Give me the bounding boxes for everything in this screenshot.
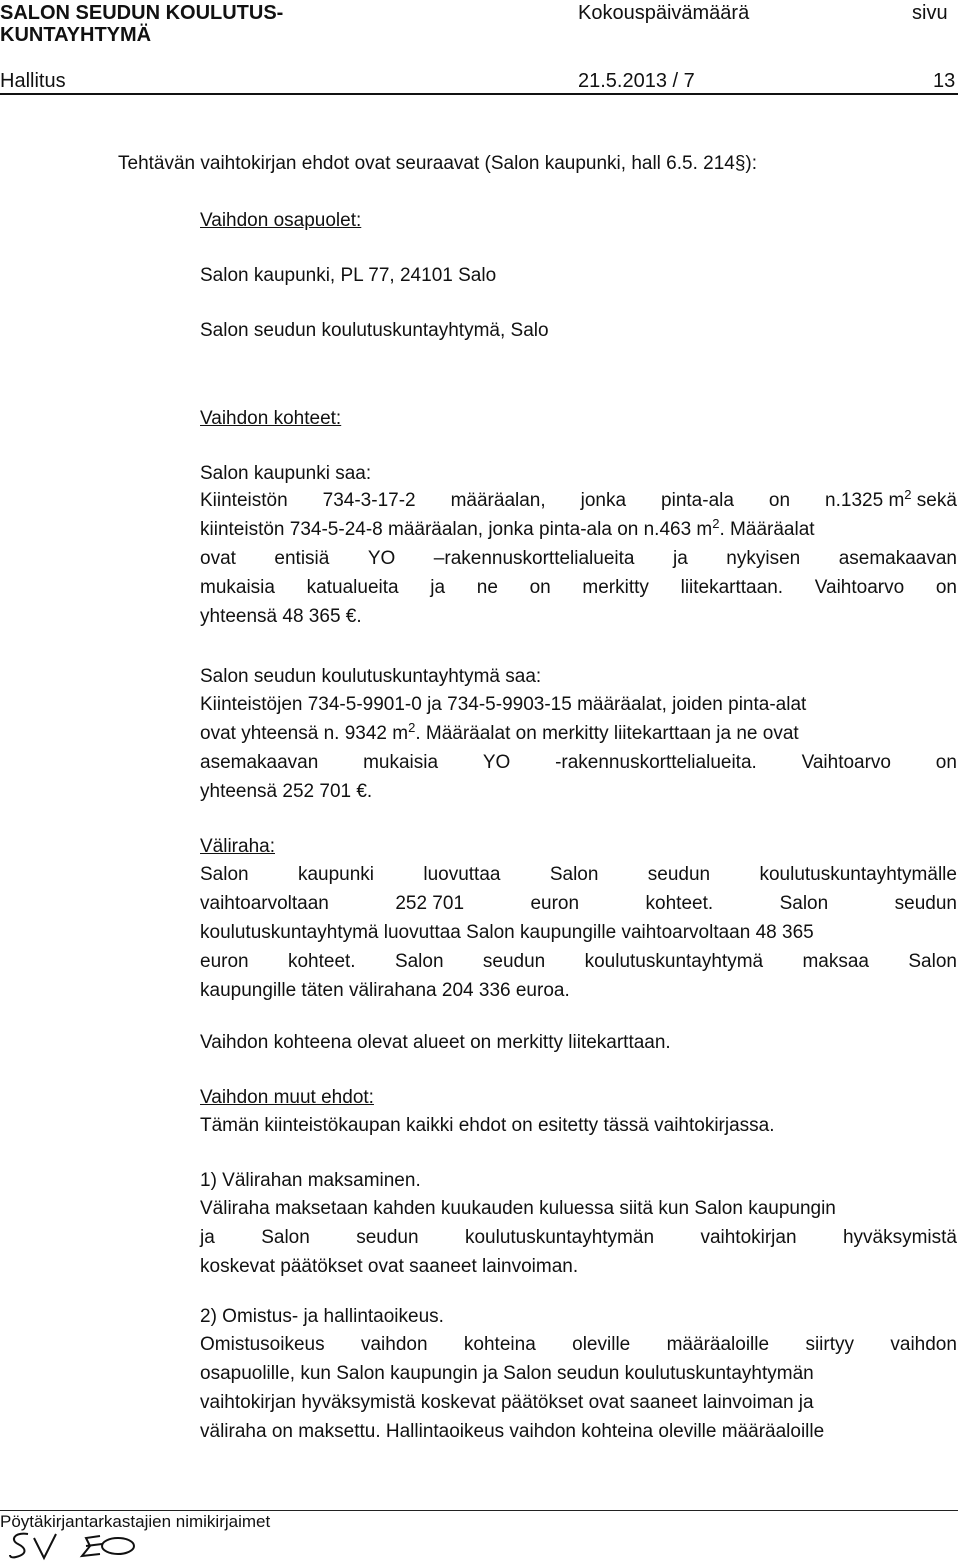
paragraph-line [200,889,957,918]
word: on [935,752,957,773]
city-receives-paragraph [200,486,957,631]
word: nykyisen [726,548,801,569]
word: määräalan, [450,490,546,511]
word: siirtyy [805,1334,854,1355]
word: koulutuskuntayhtymän [464,1227,655,1248]
line-text: koskevat päätökset ovat saaneet lainvoiman. [200,1256,579,1277]
map-note: Vaihdon kohteena olevat alueet on merkitty liitekarttaan. [200,1032,671,1053]
intro-text: Tehtävän vaihtokirjan ehdot ovat seuraavat (Salon kaupunki, hall 6.5. 214§): [118,153,758,174]
word: vaihtokirjan [700,1227,797,1248]
paragraph-line [200,1417,957,1446]
word: seudun [482,951,546,972]
word: kohteina [463,1334,536,1355]
footer-rule [0,1510,958,1511]
paragraph-line [200,947,957,976]
word: katualueita [306,577,399,598]
line-text: osapuolille, kun Salon kaupungin ja Salon seudun koulutuskuntayhtymän [200,1363,814,1384]
line-text: koulutuskuntayhtymä luovuttaa Salon kaupungille vaihtoarvoltaan 48 365 [200,922,814,943]
page-label: sivu [912,2,948,24]
word: ja [672,548,688,569]
org-name-line2: KUNTAYHTYMÄ [0,24,152,46]
item1-title: 1) Välirahan maksaminen. [200,1170,421,1191]
word: entisiä [274,548,330,569]
meeting-date: 21.5.2013 / 7 [578,70,695,92]
word: luovuttaa [423,864,501,885]
word: Salon [394,951,444,972]
word: vaihdon [360,1334,428,1355]
line-text: Väliraha maksetaan kahden kuukauden kuluessa siitä kun Salon kaupungin [200,1198,836,1219]
line-text: Kiinteistöjen 734-5-9901-0 ja 734-5-9903-15 määräalat, joiden pinta-alat [200,694,807,715]
party-consortium: Salon seudun koulutuskuntayhtymä, Salo [200,320,549,341]
area-value: n.1325 $m^2$ sekä [825,487,957,511]
paragraph-line [200,748,957,777]
consortium-receives-label: Salon seudun koulutuskuntayhtymä saa: [200,666,542,687]
word: ja [430,577,446,598]
word: Vaihtoarvo [801,752,892,773]
word: pinta-ala [661,490,734,511]
party-city: Salon kaupunki, PL 77, 24101 Salo [200,265,497,286]
word: YO [482,752,511,773]
paragraph-line [200,719,957,748]
word: hyväksymistä [842,1227,957,1248]
word: oleville [572,1334,631,1355]
word: koulutuskuntayhtymä [584,951,764,972]
page-number: 13 [933,70,956,92]
word: 734-3-17-2 [322,490,416,511]
item2-title: 2) Omistus- ja hallintaoikeus. [200,1306,444,1327]
paragraph-line [200,602,957,631]
paragraph-line [200,1252,957,1281]
word: euron [530,893,580,914]
paragraph-line [200,1223,957,1252]
consortium-receives-paragraph [200,690,957,806]
paragraph-line [200,918,957,947]
word: ovat [200,548,236,569]
word: kohteet. [287,951,356,972]
word: ja [200,1227,215,1248]
word: Vaihtoarvo [814,577,905,598]
objects-heading: Vaihdon kohteet: [200,408,342,429]
paragraph-line [200,486,957,515]
handwritten-initials-signature [8,1530,228,1562]
paragraph-line [200,573,957,602]
word: jonka [580,490,627,511]
word: Omistusoikeus [200,1334,325,1355]
paragraph-line [200,1330,957,1359]
word: Kiinteistön [200,490,288,511]
paragraph-line [200,1388,957,1417]
word: on [935,577,957,598]
interim-heading: Väliraha: [200,836,275,857]
word: mukaisia [363,752,439,773]
line-text: vaihtokirjan hyväksymistä koskevat päätökset ovat saaneet lainvoiman ja [200,1392,814,1413]
line-text: kiinteistön 734-5-24-8 määräalan, jonka pinta-ala on n.463 $m^2$. Määräalat [200,516,815,540]
item1-paragraph [200,1194,957,1281]
word: 252 701 [395,893,465,914]
word: Salon [908,951,957,972]
word: koulutuskuntayhtymälle [759,864,957,885]
paragraph-line [200,690,957,719]
word: Salon [261,1227,310,1248]
line-text: väliraha on maksettu. Hallintaoikeus vaihdon kohteina oleville määräaloille [200,1421,825,1442]
word: on [529,577,551,598]
other-terms-text: Tämän kiinteistökaupan kaikki ehdot on esitetty tässä vaihtokirjassa. [200,1115,775,1136]
word: asemakaavan [200,752,319,773]
word: kaupunki [297,864,375,885]
word: ne [476,577,498,598]
city-receives-label: Salon kaupunki saa: [200,463,372,484]
org-name-line1: SALON SEUDUN KOULUTUS- [0,2,284,24]
word: mukaisia [200,577,275,598]
word: seudun [647,864,711,885]
paragraph-line [200,515,957,544]
line-text: yhteensä 48 365 €. [200,606,362,627]
paragraph-line [200,544,957,573]
body-name: Hallitus [0,70,66,92]
header-rule [0,93,958,95]
interim-paragraph [200,860,957,1005]
paragraph-line [200,976,957,1005]
line-text: ovat yhteensä n. 9342 $m^2$. Määräalat on merkitty liitekarttaan ja ne ovat [200,720,799,744]
paragraph-line [200,1359,957,1388]
paragraph-line [200,860,957,889]
word: määräaloille [666,1334,770,1355]
word: YO [367,548,396,569]
line-text: kaupungille täten välirahana 204 336 euroa. [200,980,570,1001]
meeting-date-label: Kokouspäivämäärä [578,2,750,24]
item2-paragraph [200,1330,957,1446]
word: –rakennuskorttelialueita [433,548,635,569]
initials-label: Pöytäkirjantarkastajien nimikirjaimet [0,1512,271,1531]
word: merkitty [582,577,649,598]
word: kohteet. [645,893,714,914]
parties-heading: Vaihdon osapuolet: [200,210,362,231]
word: Salon [200,864,249,885]
word: seudun [894,893,957,914]
line-text: yhteensä 252 701 €. [200,781,373,802]
paragraph-line [200,1194,957,1223]
word: euron [200,951,249,972]
word: maksaa [802,951,869,972]
word: Salon [549,864,599,885]
word: vaihtoarvoltaan [200,893,329,914]
other-terms-heading: Vaihdon muut ehdot: [200,1087,374,1108]
word: seudun [356,1227,419,1248]
word: -rakennuskorttelialueita. [555,752,757,773]
word: vaihdon [890,1334,957,1355]
word: asemakaavan [838,548,957,569]
word: on [768,490,791,511]
word: Salon [779,893,829,914]
paragraph-line [200,777,957,806]
word: liitekarttaan. [680,577,784,598]
